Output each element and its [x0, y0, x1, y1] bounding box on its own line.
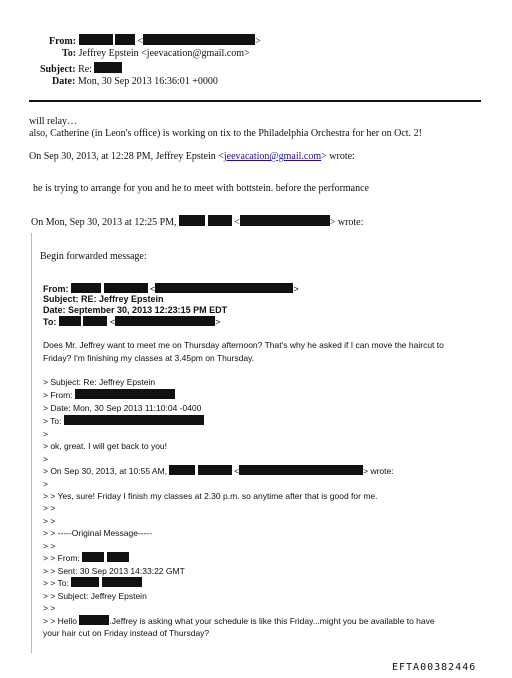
forward-date-row: Date: September 30, 2013 12:23:15 PM EDT — [43, 305, 228, 315]
thread-on-line: > On Sep 30, 2013, at 10:55 AM, < > wrote: — [43, 466, 394, 476]
thread-subject-2: > > Subject: Jeffrey Epstein — [43, 591, 147, 601]
redaction — [115, 316, 215, 326]
header-from-row: From: < > — [49, 36, 261, 47]
redaction — [59, 316, 81, 326]
thread-to-2: > > To: — [43, 577, 142, 590]
thread-double-marker: > > — [43, 541, 56, 551]
quote-bar — [31, 233, 32, 653]
thread-quote-marker: > — [43, 429, 48, 439]
header-subject-row: Subject: Re: — [40, 62, 122, 75]
redaction — [82, 552, 104, 562]
thread-quote-marker: > — [43, 454, 48, 464]
body-line-relay: will relay… — [29, 116, 78, 127]
redaction — [155, 283, 293, 293]
thread-hello-line: > > Hello .Jeffrey is asking what your schedule is like this Friday...might you be available to have — [43, 616, 435, 626]
thread-from-2: > > From: — [43, 552, 129, 565]
quote-header-1: On Sep 30, 2013, at 12:28 PM, Jeffrey Epstein <jeevacation@gmail.com> wrote: — [29, 151, 355, 162]
forward-paragraph-line-2: Friday? I'm finishing my classes at 3.45pm on Thursday. — [43, 353, 255, 363]
thread-from: > From: — [43, 389, 175, 402]
header-subject-value: Re: — [78, 64, 92, 75]
quote-header-2: On Mon, Sep 30, 2013 at 12:25 PM, < > wrote: — [31, 217, 364, 228]
forward-from-row: From: < > — [43, 284, 299, 294]
redaction — [71, 577, 99, 587]
forward-date-value: September 30, 2013 12:23:15 PM EDT — [68, 305, 228, 315]
redaction — [169, 465, 195, 475]
forward-subject-value: RE: Jeffrey Epstein — [81, 294, 164, 304]
bates-number: EFTA00382446 — [392, 662, 477, 673]
forward-begin: Begin forwarded message: — [40, 251, 147, 262]
redaction — [94, 62, 122, 73]
redaction — [79, 615, 109, 625]
redaction — [107, 552, 129, 562]
thread-reply: > ok, great. I will get back to you! — [43, 441, 168, 451]
header-to-row: To: Jeffrey Epstein <jeevacation@gmail.com> — [62, 48, 250, 59]
forward-to-row: To: < > — [43, 317, 221, 327]
redaction — [208, 215, 232, 226]
header-date-value: Mon, 30 Sep 2013 16:36:01 +0000 — [77, 76, 218, 87]
redaction — [64, 415, 204, 425]
redaction — [198, 465, 232, 475]
redaction — [79, 34, 113, 45]
redaction — [240, 215, 330, 226]
thread-double-marker: > > — [43, 516, 56, 526]
redaction — [179, 215, 205, 226]
thread-quote-marker: > — [43, 479, 48, 489]
thread-double-marker: > > — [43, 503, 56, 513]
thread-subject: > Subject: Re: Jeffrey Epstein — [43, 377, 156, 387]
thread-double-marker: > > — [43, 603, 56, 613]
forward-paragraph-line-1: Does Mr. Jeffrey want to meet me on Thursday afternoon? That's why he asked if I can move the haircut to — [43, 340, 444, 350]
redaction — [104, 283, 148, 293]
thread-sent: > > Sent: 30 Sep 2013 14:33:22 GMT — [43, 566, 185, 576]
thread-to: > To: — [43, 415, 204, 428]
redaction — [71, 283, 101, 293]
thread-original-message: > > -----Original Message----- — [43, 528, 153, 538]
body-line-bottstein: he is trying to arrange for you and he to meet with bottstein. before the performance — [33, 183, 369, 194]
redaction — [75, 389, 175, 399]
redaction — [115, 34, 135, 45]
header-to-value: Jeffrey Epstein <jeevacation@gmail.com> — [78, 48, 250, 59]
redaction — [143, 34, 255, 45]
thread-yes-line: > > Yes, sure! Friday I finish my classes at 2.30 p.m. so anytime after that is good for me. — [43, 491, 378, 501]
redaction — [102, 577, 142, 587]
redaction — [239, 465, 363, 475]
header-date-row: Date: Mon, 30 Sep 2013 16:36:01 +0000 — [52, 76, 218, 87]
thread-hello-line-2: your hair cut on Friday instead of Thursday? — [43, 628, 210, 638]
redaction — [83, 316, 107, 326]
header-divider — [29, 100, 481, 102]
forward-subject-row: Subject: RE: Jeffrey Epstein — [43, 294, 164, 304]
thread-date: > Date: Mon, 30 Sep 2013 11:10:04 -0400 — [43, 403, 202, 413]
body-line-orchestra: also, Catherine (in Leon's office) is working on tix to the Philadelphia Orchestra for her on Oct. 2! — [29, 128, 422, 139]
email-link[interactable]: jeevacation@gmail.com — [223, 151, 322, 162]
